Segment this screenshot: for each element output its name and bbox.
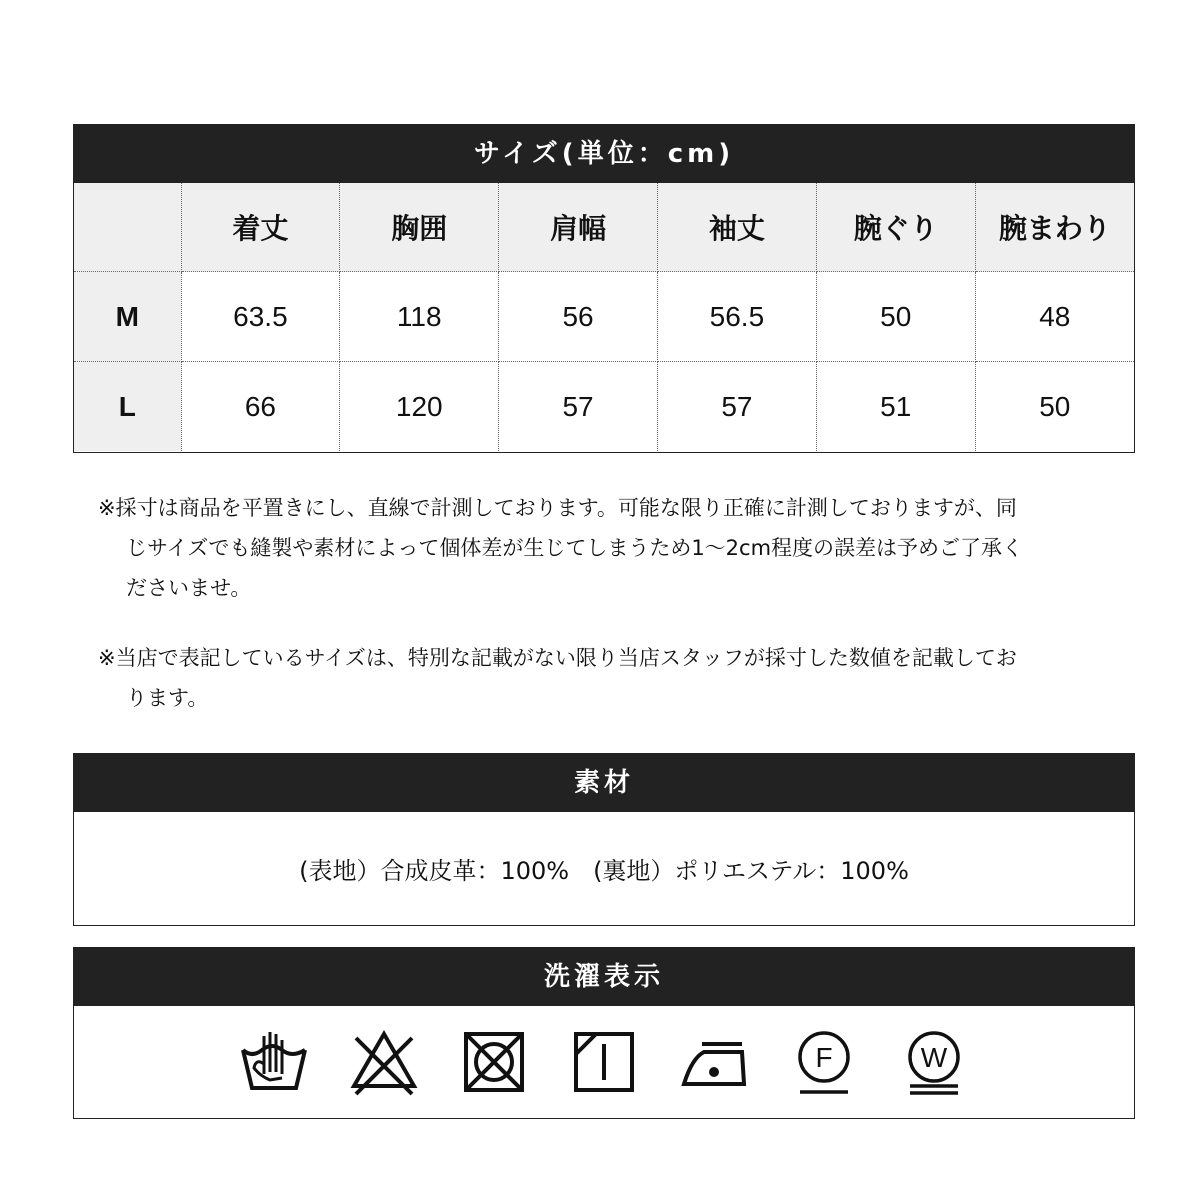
table-cell: 56 [499,272,658,362]
material-text: (表地）合成皮革：100% (裏地）ポリエステル：100% [299,857,909,885]
no-tumble-dry-icon [460,1028,528,1096]
measurement-note-text: ※採寸は商品を平置きにし、直線で計測しております。可能な限り正確に計測しておりますが、同じサイズでも縫製や素材によって個体差が生じてしまうため1〜2cm程度の誤差は予めご了承くださいませ。 [98,496,1024,600]
material-panel [73,753,1135,926]
size-table-title: サイズ(単位：cm) [74,125,1134,183]
row-label: M [74,272,181,362]
table-row [74,362,1134,452]
row-label: L [74,362,181,452]
table-cell: 50 [816,272,975,362]
line-dry-shade-icon [570,1028,638,1096]
table-cell: 120 [340,362,499,452]
table-cell: 57 [499,362,658,452]
header-cell-sleeve: 袖丈 [657,183,816,272]
table-cell: 66 [181,362,340,452]
no-bleach-icon [350,1028,418,1096]
table-cell: 57 [657,362,816,452]
washing-panel [73,947,1135,1119]
size-source-note-text: ※当店で表記しているサイズは、特別な記載がない限り当店スタッフが採寸した数値を記載しております。 [98,646,1017,710]
washing-title: 洗濯表示 [74,948,1134,1006]
table-cell: 48 [975,272,1134,362]
header-cell-arm-circumference: 腕まわり [975,183,1134,272]
size-table [74,183,1134,451]
table-cell: 50 [1039,390,1071,422]
size-source-note [98,638,1028,718]
table-cell: 56.5 [657,272,816,362]
wet-clean-w-icon [900,1028,968,1096]
size-table-panel [73,124,1135,453]
measurement-note [98,488,1028,608]
table-cell: 63.5 [181,272,340,362]
header-cell-armhole: 腕ぐり [816,183,975,272]
table-cell: 51 [816,362,975,452]
dry-clean-letter: F [815,1042,833,1073]
material-body [74,812,1134,925]
iron-low-icon [680,1028,748,1096]
size-table-header-row [74,183,1134,272]
material-title: 素材 [74,754,1134,812]
washing-icons [74,1006,1134,1118]
header-cell-chest: 胸囲 [340,183,499,272]
wet-clean-letter: W [920,1042,948,1073]
dry-clean-f-icon [790,1028,858,1096]
table-row [74,272,1134,362]
header-cell-shoulder: 肩幅 [499,183,658,272]
header-cell-length: 着丈 [181,183,340,272]
hand-wash-icon [240,1028,308,1096]
header-cell-empty [74,183,181,272]
table-cell: 118 [340,272,499,362]
